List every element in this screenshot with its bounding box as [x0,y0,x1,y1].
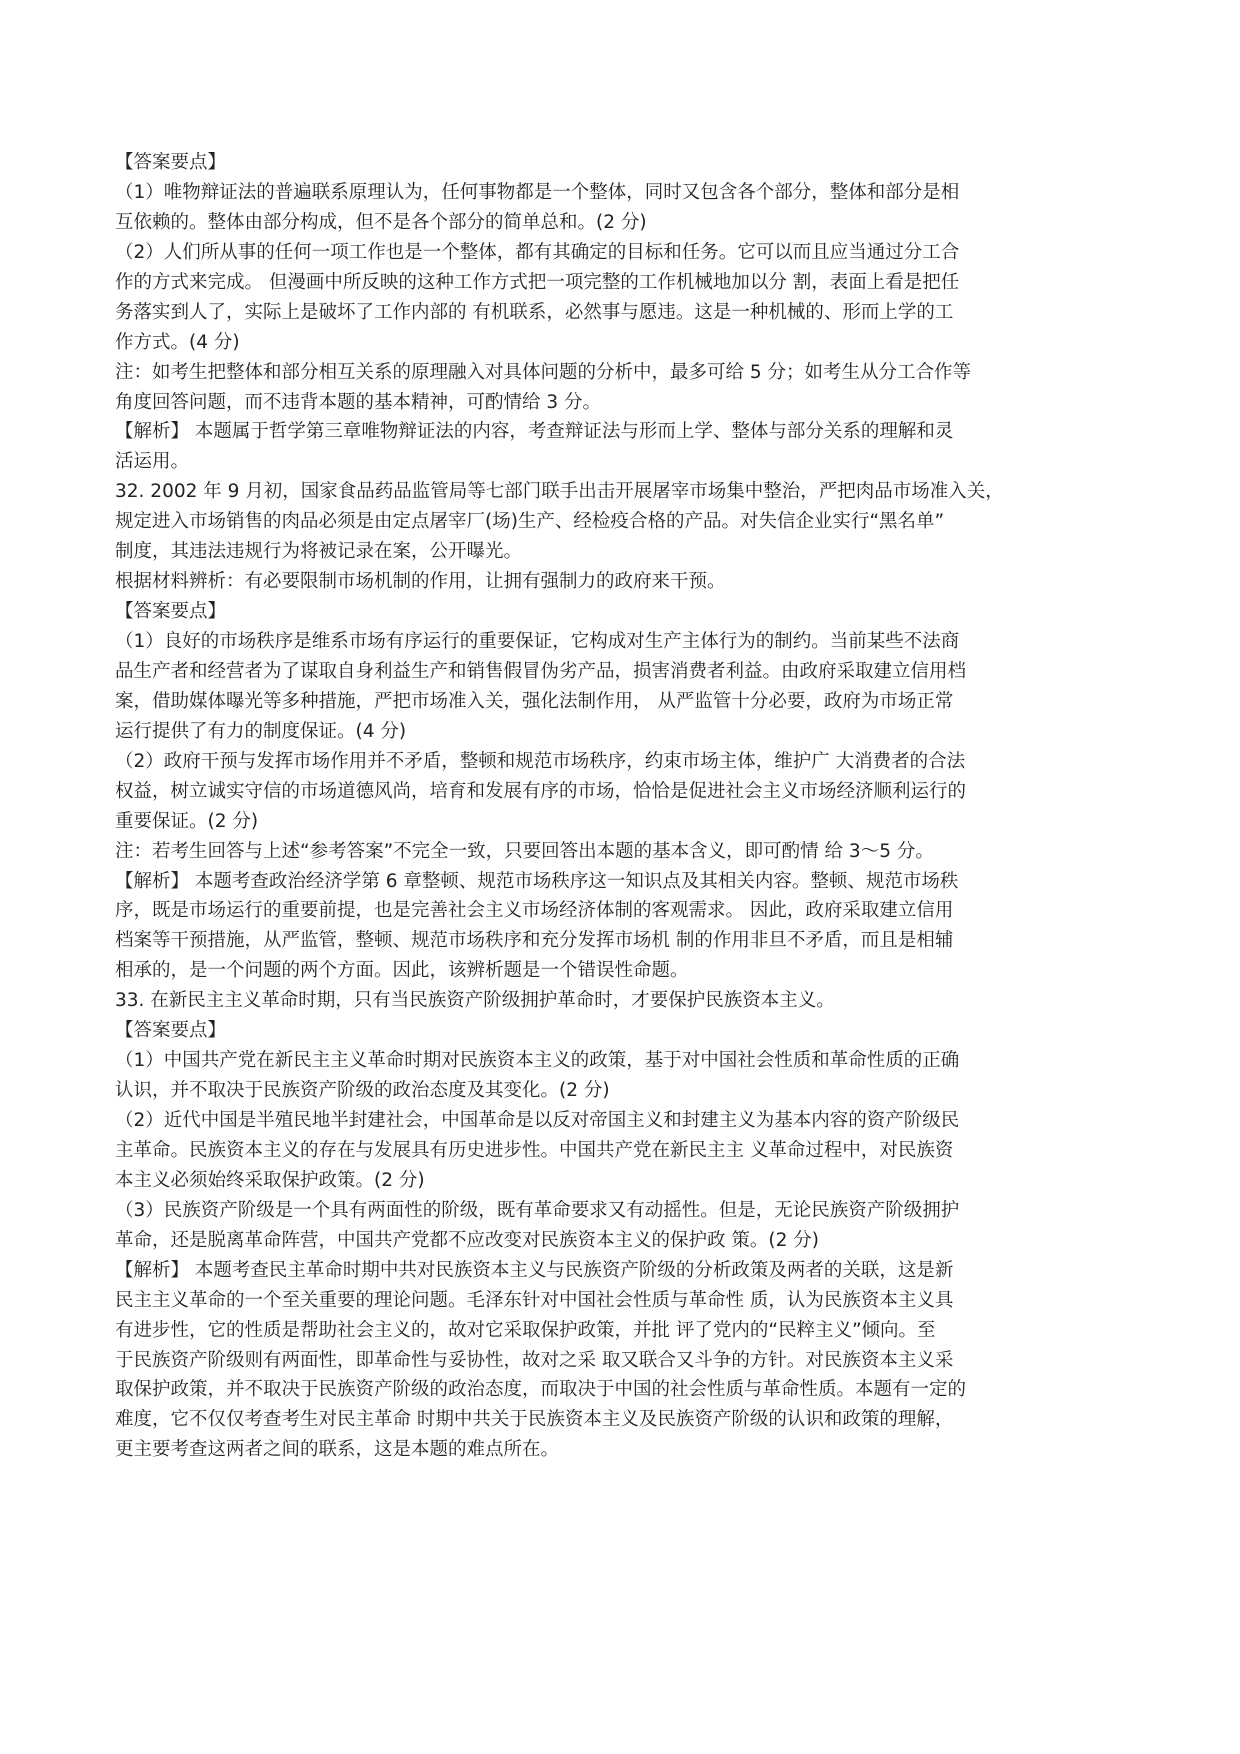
text-line: 【答案要点】 [115,152,227,173]
text-line: （1）良好的市场秩序是维系市场有序运行的重要保证，它构成对生产主体行为的制约。当前某些不法商 [115,631,960,652]
text-line: 角度回答问题，而不违背本题的基本精神，可酌情给 3 分。 [115,391,602,413]
text-line: 根据材料辨析：有必要限制市场机制的作用，让拥有强制力的政府来干预。 [115,571,726,593]
text-line: 更主要考查这两者之间的联系，这是本题的难点所在。 [115,1439,560,1461]
text-line: 【解析】 本题考查民主革命时期中共对民族资本主义与民族资产阶级的分析政策及两者的关联，这是新 [115,1259,954,1281]
text-line: 注：若考生回答与上述“参考答案”不完全一致，只要回答出本题的基本含义，即可酌情 给 3～5 分。 [115,840,934,862]
text-line: 民主主义革命的一个至关重要的理论问题。毛泽东针对中国社会性质与革命性 质，认为民族资本主义具 [115,1289,954,1311]
text-line: （2）政府干预与发挥市场作用并不矛盾，整顿和规范市场秩序，约束市场主体，维护广 大消费者的合法 [115,750,966,772]
text-line: 于民族资产阶级则有两面性，即革命性与妥协性，故对之采 取又联合又斗争的方针。对民族资本主义采 [115,1349,954,1371]
text-line: 【解析】 本题考查政治经济学第 6 章整顿、规范市场秩序这一知识点及其相关内容。整顿、规范市场秩 [115,870,959,892]
text-line: 32. 2002 年 9 月初，国家食品药品监管局等七部门联手出击开展屠宰市场集中整治，严把肉品市场准入关， [115,481,1004,503]
text-line: （2）人们所从事的任何一项工作也是一个整体，都有其确定的目标和任务。它可以而且应当通过分工合 [115,241,960,263]
text-line: 本主义必须始终采取保护政策。(2 分) [115,1169,425,1191]
text-line: 【解析】 本题属于哲学第三章唯物辩证法的内容，考查辩证法与形而上学、整体与部分关系的理解和灵 [115,421,954,443]
text-line: 序，既是市场运行的重要前提，也是完善社会主义市场经济体制的客观需求。 因此，政府采取建立信用 [115,900,954,922]
text-line: （1）唯物辩证法的普遍联系原理认为，任何事物都是一个整体，同时又包含各个部分，整体和部分是相 [115,181,960,203]
text-line: 规定进入市场销售的肉品必须是由定点屠宰厂(场)生产、经检疫合格的产品。对失信企业实行“黑名单” [115,511,945,533]
text-line: 重要保证。(2 分) [115,810,259,832]
text-line: 案，借助媒体曝光等多种措施，严把市场准入关，强化法制作用， 从严监管十分必要，政府为市场正常 [115,690,954,712]
text-line: 互依赖的。整体由部分构成，但不是各个部分的简单总和。(2 分) [115,211,647,233]
text-line: 【答案要点】 [115,601,227,623]
text-line: 注：如考生把整体和部分相互关系的原理融入对具体问题的分析中，最多可给 5 分；如考生从分工合作等 [115,361,972,383]
text-line: 相承的，是一个问题的两个方面。因此，该辨析题是一个错误性命题。 [115,960,689,982]
text-line: 取保护政策，并不取决于民族资产阶级的政治态度，而取决于中国的社会性质与革命性质。本题有一定的 [115,1379,967,1401]
text-line: 作的方式来完成。 但漫画中所反映的这种工作方式把一项完整的工作机械地加以分 割，表面上看是把任 [115,271,960,293]
text-line: 【答案要点】 [115,1020,227,1042]
text-line: 活运用。 [115,451,190,473]
text-line: （3）民族资产阶级是一个具有两面性的阶级，既有革命要求又有动摇性。但是，无论民族资产阶级拥护 [115,1199,960,1221]
text-line: 作方式。(4 分) [115,331,240,353]
text-line: 务落实到人了，实际上是破坏了工作内部的 有机联系，必然事与愿违。这是一种机械的、形而上学的工 [115,301,954,323]
text-line: 革命，还是脱离革命阵营，中国共产党都不应改变对民族资本主义的保护政 策。(2 分) [115,1229,819,1251]
document-body [115,148,1130,1465]
text-line: （1）中国共产党在新民主主义革命时期对民族资本主义的政策，基于对中国社会性质和革命性质的正确 [115,1050,960,1072]
text-line: 运行提供了有力的制度保证。(4 分) [115,720,407,742]
text-line: （2）近代中国是半殖民地半封建社会，中国革命是以反对帝国主义和封建主义为基本内容的资产阶级民 [115,1110,960,1131]
text-line: 难度，它不仅仅考查考生对民主革命 时期中共关于民族资本主义及民族资产阶级的认识和政策的理解， [115,1409,954,1431]
text-line: 制度，其违法违规行为将被记录在案，公开曝光。 [115,541,523,563]
text-line: 权益，树立诚实守信的市场道德风尚，培育和发展有序的市场，恰恰是促进社会主义市场经济顺利运行的 [115,780,967,802]
text-line: 33. 在新民主主义革命时期，只有当民族资产阶级拥护革命时，才要保护民族资本主义。 [115,990,835,1012]
text-line: 品生产者和经营者为了谋取自身利益生产和销售假冒伪劣产品，损害消费者利益。由政府采取建立信用档 [115,660,967,682]
text-line: 认识，并不取决于民族资产阶级的政治态度及其变化。(2 分) [115,1080,610,1102]
text-line: 有进步性，它的性质是帮助社会主义的，故对它采取保护政策，并批 评了党内的“民粹主义”倾向。至 [115,1319,936,1341]
text-line: 档案等干预措施，从严监管，整顿、规范市场秩序和充分发挥市场机 制的作用非旦不矛盾，而且是相辅 [115,930,954,952]
text-line: 主革命。民族资本主义的存在与发展具有历史进步性。中国共产党在新民主主 义革命过程中，对民族资 [115,1139,954,1161]
